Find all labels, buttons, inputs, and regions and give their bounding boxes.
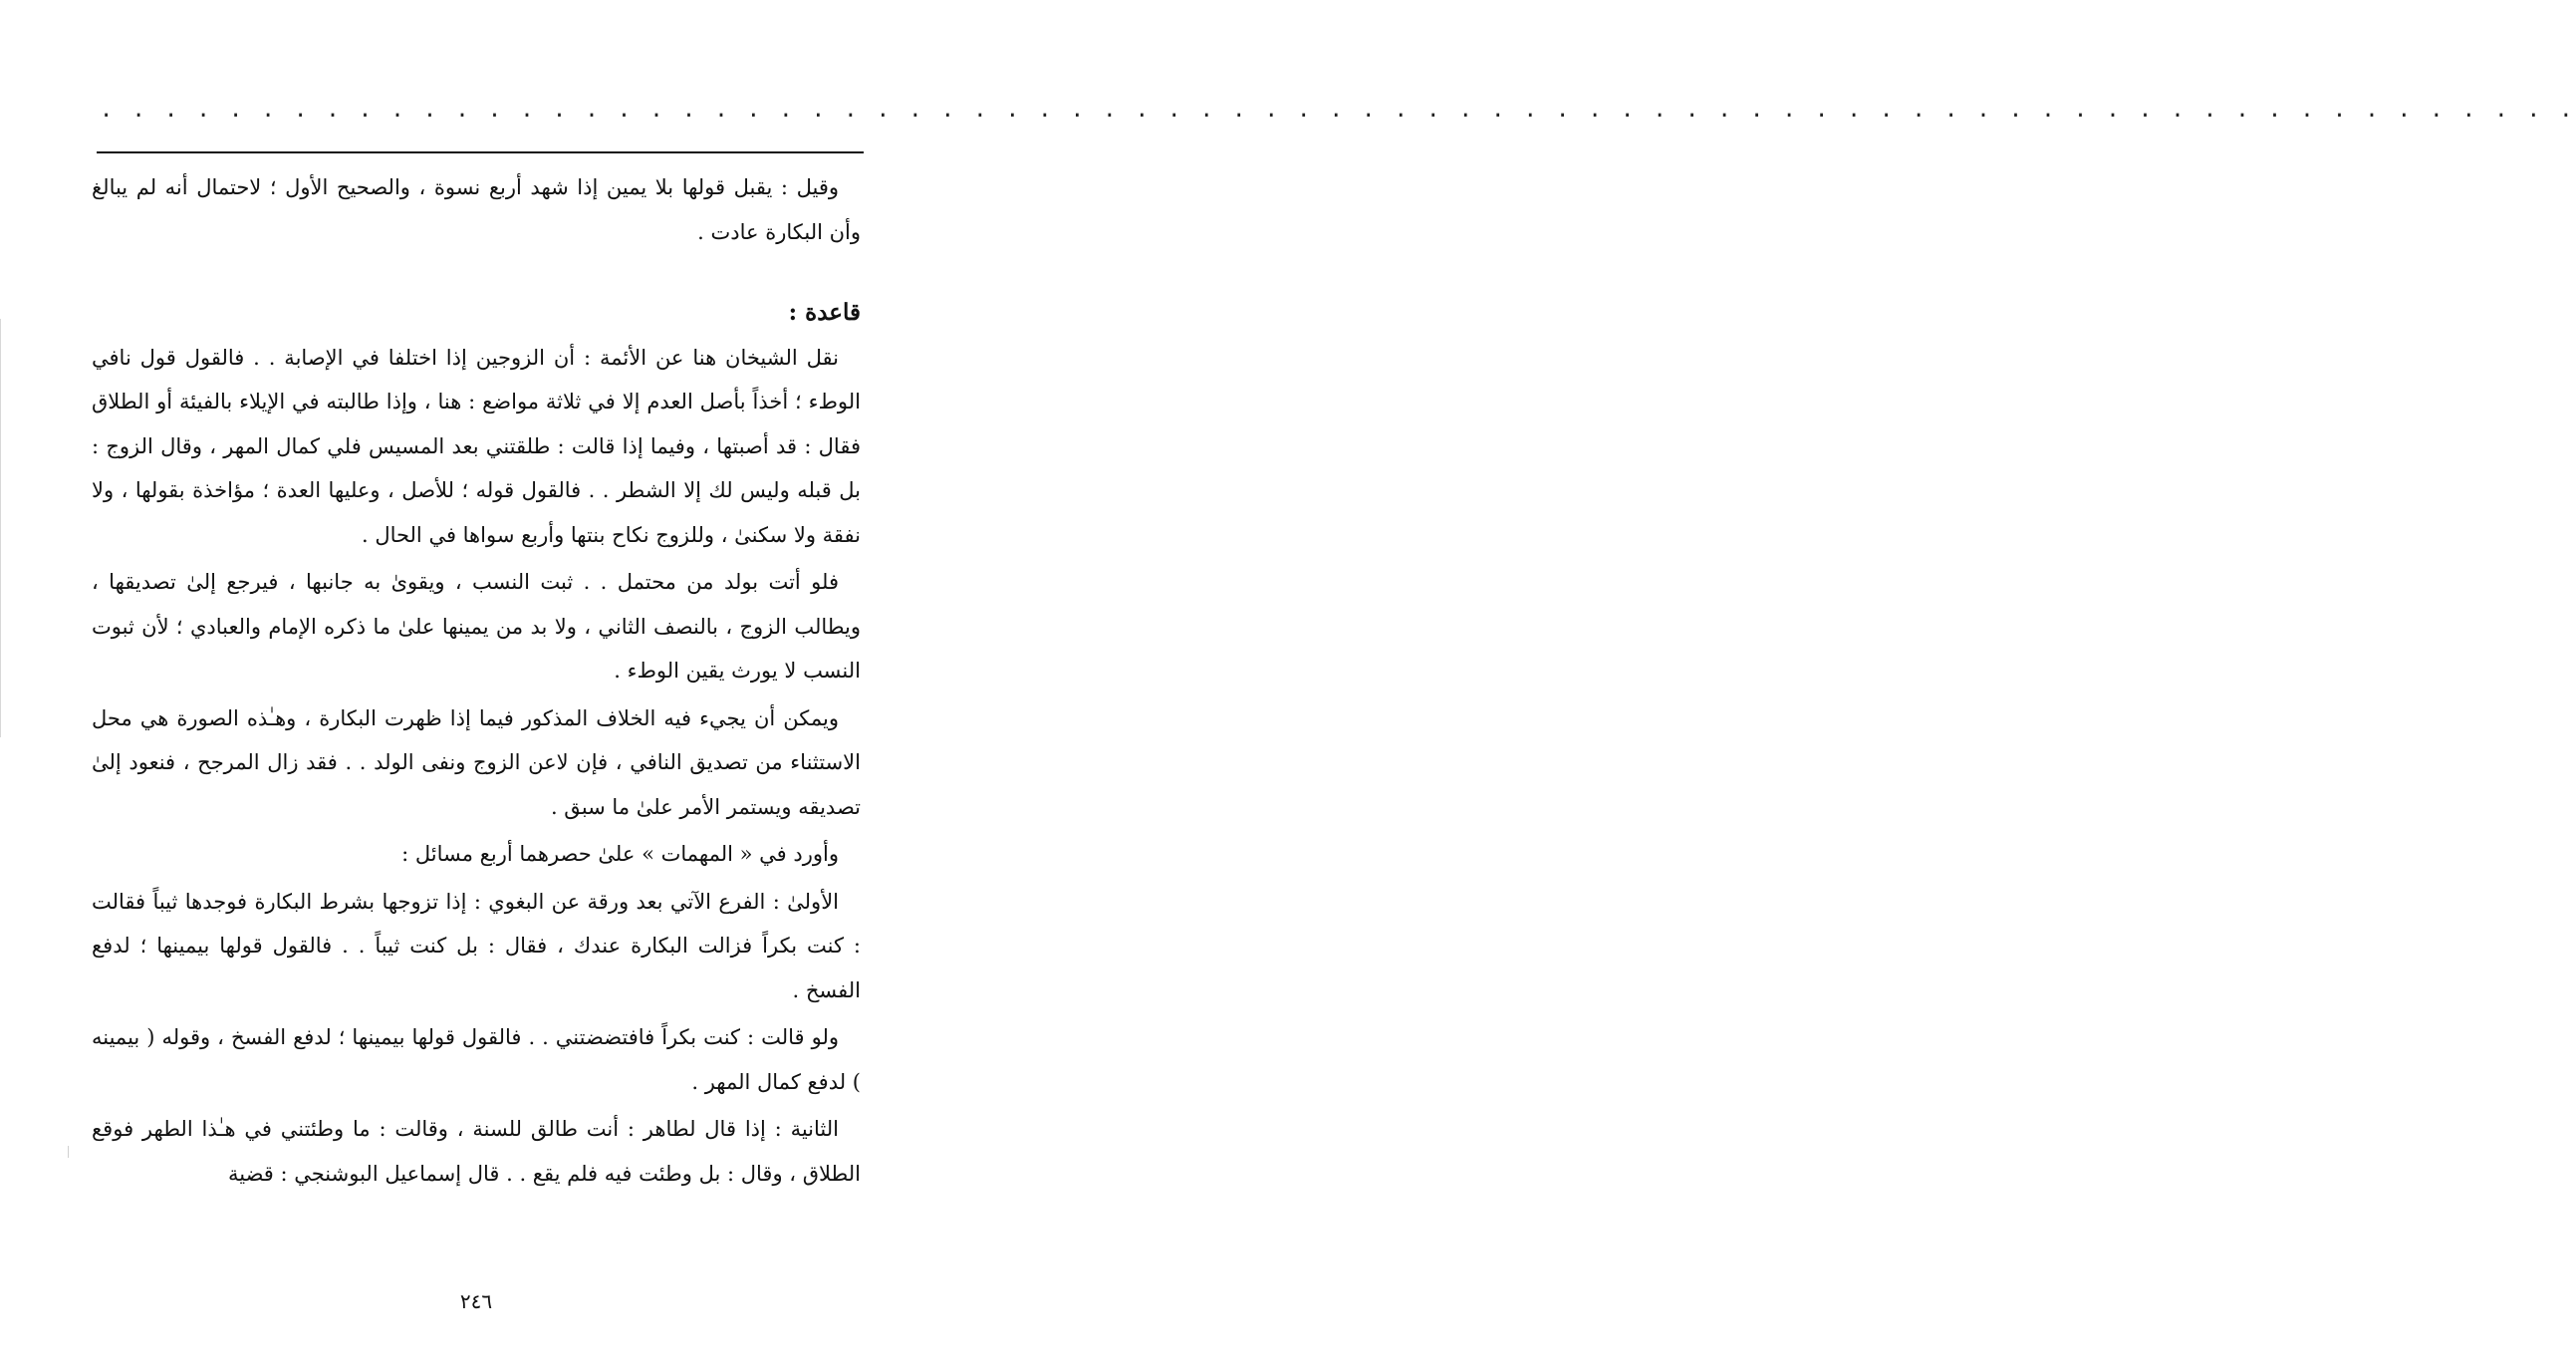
intro-paragraph: وقيل : يقبل قولها بلا يمين إذا شهد أربع نسوة ، والصحيح الأول ؛ لاحتمال أنه لم يبالغ وأن البكارة عادت . <box>92 175 861 244</box>
section-heading: قاعدة : <box>788 299 861 326</box>
paragraph: ويمكن أن يجيء فيه الخلاف المذكور فيما إذا ظهرت البكارة ، وهـٰذه الصورة هي محل الاستثناء من تصديق النافي ، فإن لاعن الزوج ونفى الولد . . فقد زال المرجح ، فنعود إلىٰ تصديقه ويستمر الأمر علىٰ ما سبق . <box>92 705 861 819</box>
paragraph: نقل الشيخان هنا عن الأئمة : أن الزوجين إذا اختلفا في الإصابة . . فالقول قول نافي الوطء ؛ أخذاً بأصل العدم إلا في ثلاثة مواضع : هنا ، وإذا طالبته في الإيلاء بالفيئة أو الطلاق فقال : قد أصبتها ، وفيما إذا قالت : طلقتني بعد المسيس فلي كمال المهر ، وقال الزوج : بل قبله وليس لك إلا الشطر . . فالقول قوله ؛ للأصل ، وعليها العدة ؛ مؤاخذة بقولها ، ولا نفقة ولا سكنىٰ ، وللزوج نكاح بنتها وأربع سواها في الحال . <box>92 345 861 547</box>
paragraph: وأورد في « المهمات » علىٰ حصرهما أربع مسائل : <box>401 842 839 866</box>
page-body <box>92 165 861 1196</box>
scan-speck <box>68 1146 69 1158</box>
paragraph: الثانية : إذا قال لطاهر : أنت طالق للسنة ، وقالت : ما وطئتني في هـٰذا الطهر فوقع الطلاق ، وقال : بل وطئت فيه فلم يقع . . قال إسماعيل البوشنجي : قضية <box>92 1117 861 1186</box>
scan-edge-mark <box>0 319 1 737</box>
paragraph: ولو قالت : كنت بكراً فافتضضتني . . فالقول قولها بيمينها ؛ لدفع الفسخ ، وقوله ( بيمينه ) لدفع كمال المهر . <box>92 1025 861 1094</box>
header-rule <box>97 151 864 153</box>
page-number: ٢٤٦ <box>459 1289 493 1313</box>
paragraph: فلو أتت بولد من محتمل . . ثبت النسب ، ويقوىٰ به جانبها ، فيرجع إلىٰ تصديقها ، ويطالب الزوج ، بالنصف الثاني ، ولا بد من يمينها علىٰ ما ذكره الإمام والعبادي ؛ لأن ثبوت النسب لا يورث يقين الوطء . <box>92 570 861 683</box>
paragraph: الأولىٰ : الفرع الآتي بعد ورقة عن البغوي : إذا تزوجها بشرط البكارة فوجدها ثيباً فقالت : كنت بكراً فزالت البكارة عندك ، فقال : بل كنت ثيباً . . فالقول قولها بيمينها ؛ لدفع الفسخ . <box>92 889 861 1002</box>
header-dotted-line: . . . . . . . . . . . . . . . . . . . . . . . . . . . . . . . . . . . . . . . . . . . . . . . . . . . . . . . . . . . . . . . . . . . . . . . . . . . . . <box>100 98 2576 123</box>
